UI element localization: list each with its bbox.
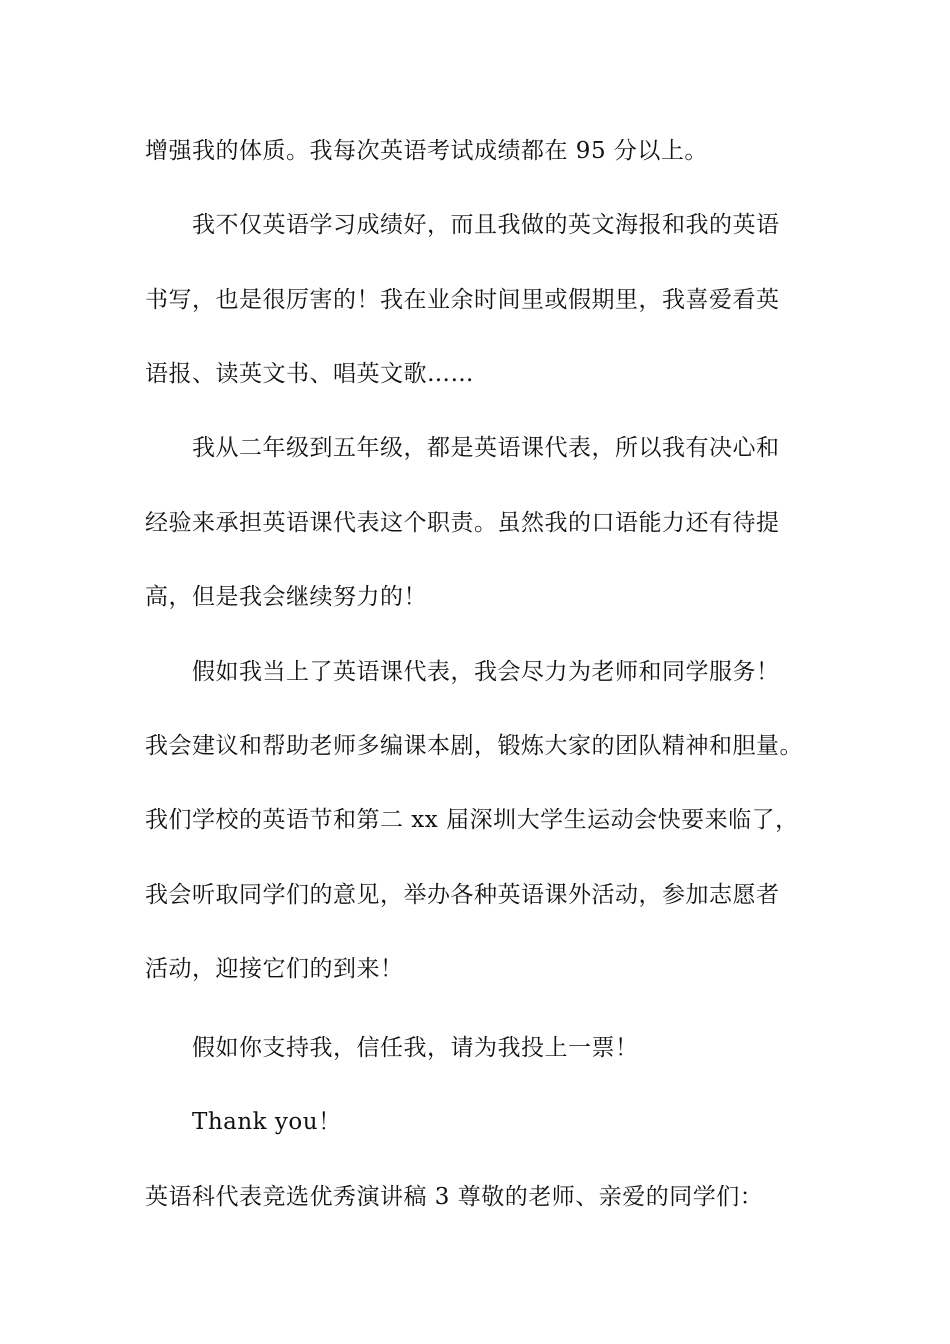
paragraph-3-line-5: 活动，迎接它们的到来！ xyxy=(145,956,404,982)
paragraph-1-line-1: 我不仅英语学习成绩好，而且我做的英文海报和我的英语 xyxy=(192,212,780,238)
paragraph-3-line-1: 假如我当上了英语课代表，我会尽力为老师和同学服务！ xyxy=(192,659,780,685)
paragraph-5-line-1: Thank you！ xyxy=(192,1109,342,1135)
paragraph-1-line-3: 语报、读英文书、唱英文歌…… xyxy=(145,361,474,387)
paragraph-3-line-3: 我们学校的英语节和第二 xx 届深圳大学生运动会快要来临了， xyxy=(145,807,799,833)
paragraph-4-line-1: 假如你支持我，信任我，请为我投上一票！ xyxy=(192,1035,639,1061)
paragraph-1-line-2: 书写，也是很厉害的！我在业余时间里或假期里，我喜爱看英 xyxy=(145,287,780,313)
paragraph-3-line-4: 我会听取同学们的意见，举办各种英语课外活动，参加志愿者 xyxy=(145,882,780,908)
paragraph-2-line-1: 我从二年级到五年级，都是英语课代表，所以我有决心和 xyxy=(192,435,780,461)
paragraph-2-line-2: 经验来承担英语课代表这个职责。虽然我的口语能力还有待提 xyxy=(145,510,780,536)
paragraph-2-line-3: 高，但是我会继续努力的！ xyxy=(145,584,427,610)
paragraph-3-line-2: 我会建议和帮助老师多编课本剧，锻炼大家的团队精神和胆量。 xyxy=(145,733,803,759)
text-line-1: 增强我的体质。我每次英语考试成绩都在 95 分以上。 xyxy=(145,138,708,164)
section-heading-line: 英语科代表竞选优秀演讲稿 3 尊敬的老师、亲爱的同学们： xyxy=(145,1184,764,1210)
